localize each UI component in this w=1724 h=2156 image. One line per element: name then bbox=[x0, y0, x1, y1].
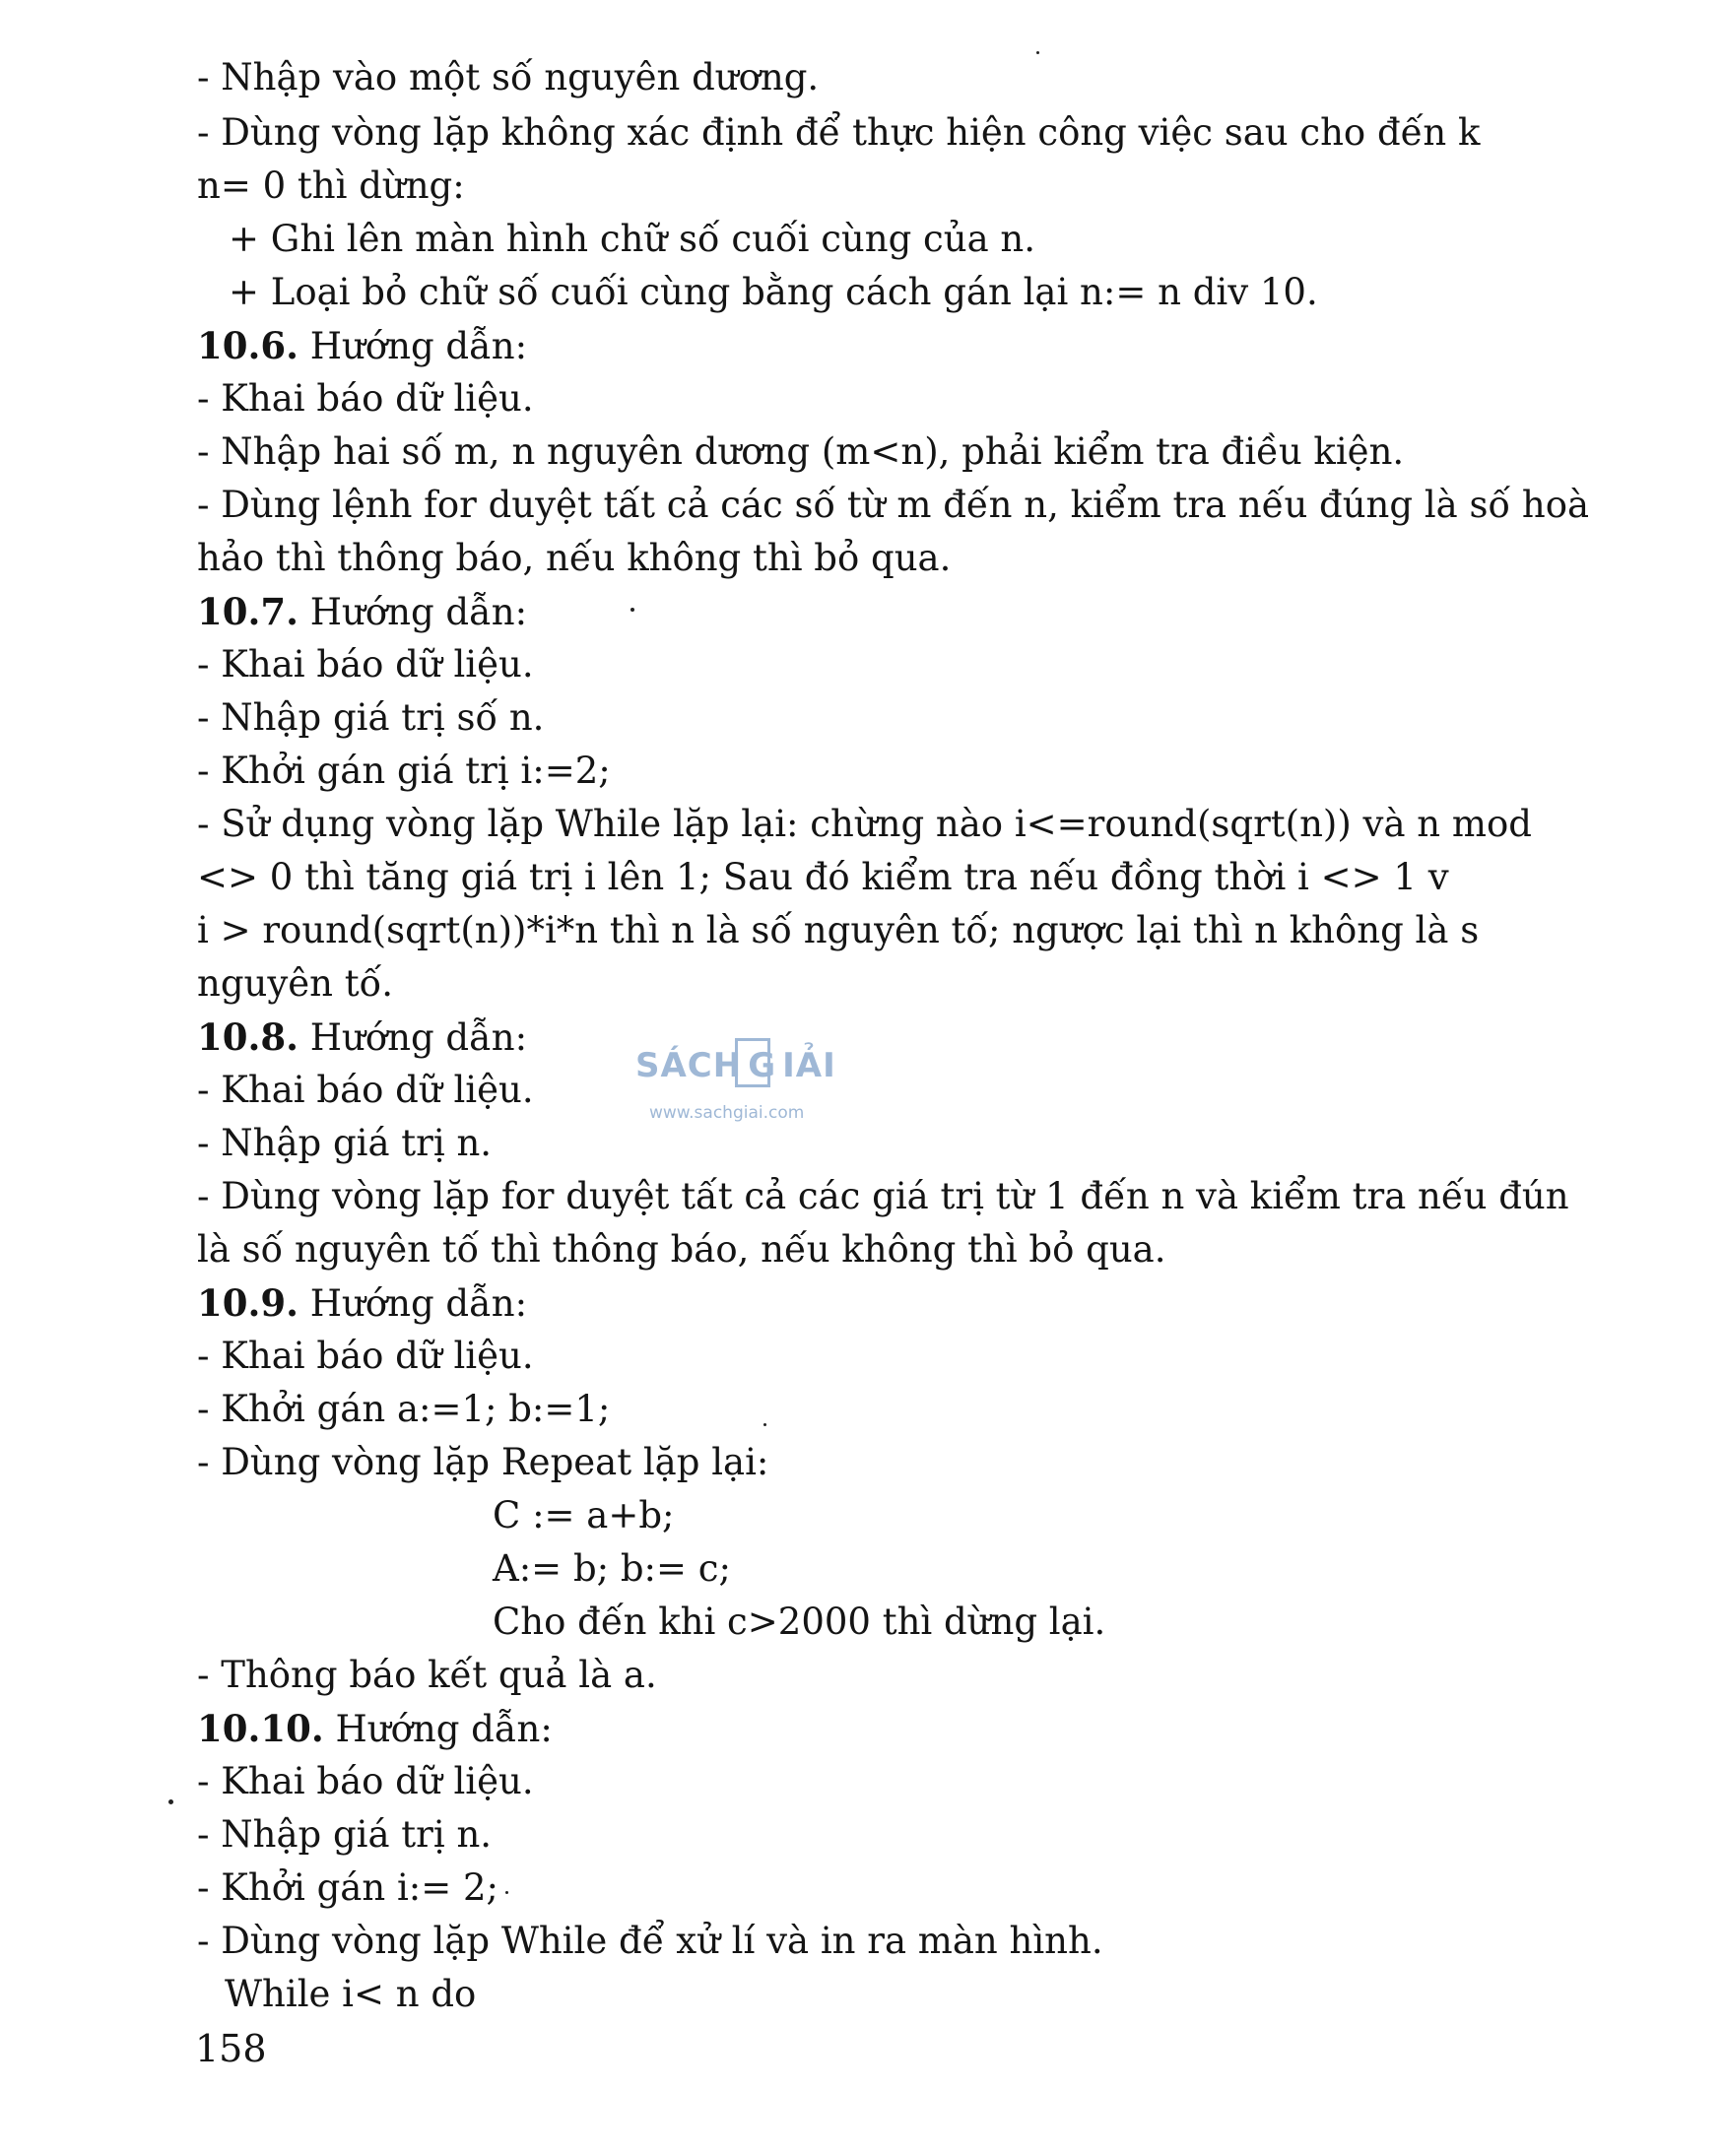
scan-speck bbox=[630, 608, 634, 612]
section-title: Hướng dẫn: bbox=[335, 1708, 553, 1750]
section-heading bbox=[197, 590, 1428, 634]
section-heading bbox=[197, 1707, 1428, 1751]
section-heading bbox=[197, 324, 1428, 368]
code-line: Cho đến khi c>2000 thì dừng lại. bbox=[493, 1601, 1106, 1643]
text-line: - Nhập hai số m, n nguyên dương (m<n), phải kiểm tra điều kiện. bbox=[197, 430, 1405, 473]
text-line: - Dùng vòng lặp for duyệt tất cả các giá trị từ 1 đến n và kiểm tra nếu đún bbox=[197, 1175, 1569, 1217]
code-line: While i< n do bbox=[225, 1973, 477, 2015]
watermark-frame-icon bbox=[735, 1038, 770, 1087]
section-number: 10.8. bbox=[197, 1015, 298, 1059]
section-heading bbox=[197, 1281, 1428, 1326]
scan-speck bbox=[168, 1799, 173, 1804]
text-line: + Ghi lên màn hình chữ số cuối cùng của n. bbox=[229, 218, 1035, 260]
page-number: 158 bbox=[195, 2027, 267, 2070]
text-line: - Khai báo dữ liệu. bbox=[197, 1760, 534, 1802]
section-title: Hướng dẫn: bbox=[309, 1282, 528, 1325]
text-line: là số nguyên tố thì thông báo, nếu không thì bỏ qua. bbox=[197, 1228, 1166, 1271]
code-line: C := a+b; bbox=[493, 1494, 675, 1536]
section-title: Hướng dẫn: bbox=[309, 1016, 528, 1059]
text-line: - Khai báo dữ liệu. bbox=[197, 377, 534, 420]
text-line: - Dùng lệnh for duyệt tất cả các số từ m đến n, kiểm tra nếu đúng là số hoà bbox=[197, 484, 1590, 526]
text-line: - Nhập giá trị số n. bbox=[197, 696, 545, 739]
text-line: - Dùng vòng lặp While để xử lí và in ra màn hình. bbox=[197, 1920, 1103, 1962]
text-line: i > round(sqrt(n))*i*n thì n là số nguyên tố; ngược lại thì n không là s bbox=[197, 909, 1480, 951]
section-number: 10.9. bbox=[197, 1281, 298, 1325]
text-line: - Khai báo dữ liệu. bbox=[197, 1069, 534, 1111]
text-line: - Khai báo dữ liệu. bbox=[197, 1335, 534, 1377]
section-number: 10.6. bbox=[197, 324, 298, 367]
text-line: - Sử dụng vòng lặp While lặp lại: chừng nào i<=round(sqrt(n)) và n mod bbox=[197, 803, 1532, 845]
watermark-brand: SÁCH G IẢI bbox=[635, 1046, 836, 1085]
text-line: + Loại bỏ chữ số cuối cùng bằng cách gán lại n:= n div 10. bbox=[229, 271, 1318, 313]
text-line: n= 0 thì dừng: bbox=[197, 164, 465, 207]
text-line: - Dùng vòng lặp không xác định để thực hiện công việc sau cho đến k bbox=[197, 111, 1481, 154]
text-line: <> 0 thì tăng giá trị i lên 1; Sau đó kiểm tra nếu đồng thời i <> 1 v bbox=[197, 856, 1449, 898]
scan-speck bbox=[1036, 51, 1039, 54]
section-title: Hướng dẫn: bbox=[309, 591, 528, 633]
text-line: - Khởi gán giá trị i:=2; bbox=[197, 750, 611, 792]
text-line: - Nhập giá trị n. bbox=[197, 1813, 493, 1856]
watermark-logo bbox=[635, 1034, 842, 1143]
text-line: hảo thì thông báo, nếu không thì bỏ qua. bbox=[197, 537, 952, 579]
section-number: 10.7. bbox=[197, 590, 298, 633]
section-title: Hướng dẫn: bbox=[309, 325, 528, 367]
text-line: - Nhập giá trị n. bbox=[197, 1122, 493, 1164]
scan-speck bbox=[763, 1423, 766, 1426]
text-line: - Khởi gán i:= 2; bbox=[197, 1866, 499, 1909]
text-line: - Thông báo kết quả là a. bbox=[197, 1654, 657, 1696]
watermark-url: www.sachgiai.com bbox=[649, 1103, 805, 1123]
text-line: - Nhập vào một số nguyên dương. bbox=[197, 56, 820, 98]
scan-speck bbox=[505, 1891, 508, 1894]
text-line: - Khai báo dữ liệu. bbox=[197, 643, 534, 686]
text-line: - Dùng vòng lặp Repeat lặp lại: bbox=[197, 1441, 769, 1483]
text-line: nguyên tố. bbox=[197, 962, 394, 1005]
section-number: 10.10. bbox=[197, 1707, 324, 1750]
text-line: - Khởi gán a:=1; b:=1; bbox=[197, 1388, 611, 1430]
code-line: A:= b; b:= c; bbox=[493, 1547, 731, 1590]
